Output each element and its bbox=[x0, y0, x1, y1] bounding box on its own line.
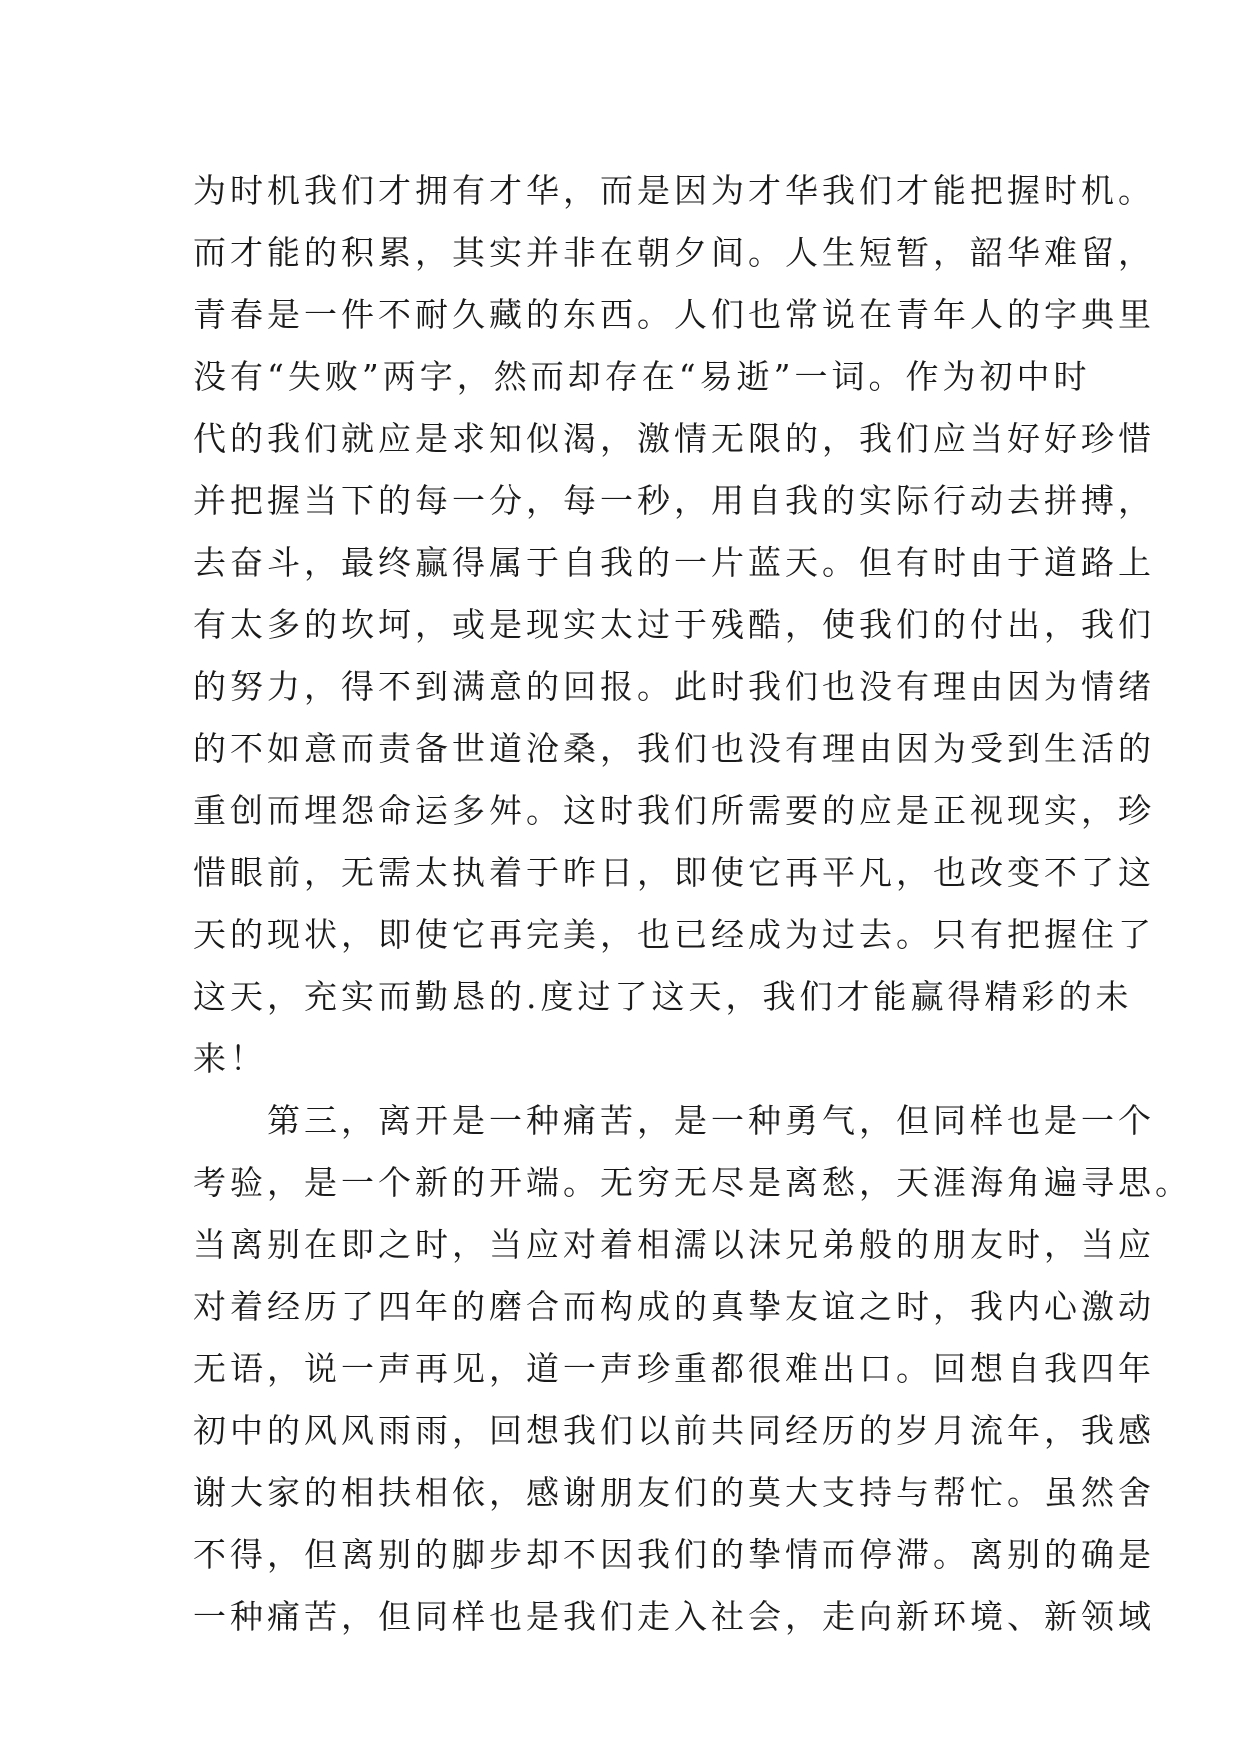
text-line: 第三，离开是一种痛苦，是一种勇气，但同样也是一个 bbox=[193, 1101, 1155, 1140]
text-line: 谢大家的相扶相依，感谢朋友们的莫大支持与帮忙。虽然舍 bbox=[193, 1473, 1155, 1512]
text-line: 重创而埋怨命运多舛。这时我们所需要的应是正视现实，珍 bbox=[193, 791, 1155, 830]
text-line: 的不如意而责备世道沧桑，我们也没有理由因为受到生活的 bbox=[193, 729, 1155, 768]
text-line: 没有“失败”两字，然而却存在“易逝”一词。作为初中时 bbox=[193, 357, 1091, 396]
text-line: 对着经历了四年的磨合而构成的真挚友谊之时，我内心激动 bbox=[193, 1287, 1155, 1326]
text-line: 青春是一件不耐久藏的东西。人们也常说在青年人的字典里 bbox=[193, 295, 1155, 334]
text-line: 有太多的坎坷，或是现实太过于残酷，使我们的付出，我们 bbox=[193, 605, 1155, 644]
text-line: 的努力，得不到满意的回报。此时我们也没有理由因为情绪 bbox=[193, 667, 1155, 706]
text-line: 无语，说一声再见，道一声珍重都很难出口。回想自我四年 bbox=[193, 1349, 1155, 1388]
text-line: 为时机我们才拥有才华，而是因为才华我们才能把握时机。 bbox=[193, 171, 1155, 210]
text-line: 一种痛苦，但同样也是我们走入社会，走向新环境、新领域 bbox=[193, 1597, 1155, 1636]
text-line: 来！ bbox=[193, 1039, 267, 1078]
text-line: 并把握当下的每一分，每一秒，用自我的实际行动去拼搏， bbox=[193, 481, 1155, 520]
text-line: 代的我们就应是求知似渴，激情无限的，我们应当好好珍惜 bbox=[193, 419, 1155, 458]
text-line: 而才能的积累，其实并非在朝夕间。人生短暂，韶华难留， bbox=[193, 233, 1155, 272]
text-line: 当离别在即之时，当应对着相濡以沫兄弟般的朋友时，当应 bbox=[193, 1225, 1155, 1264]
text-line: 这天，充实而勤恳的.度过了这天，我们才能赢得精彩的未 bbox=[193, 977, 1133, 1016]
text-line: 去奋斗，最终赢得属于自我的一片蓝天。但有时由于道路上 bbox=[193, 543, 1155, 582]
body-text bbox=[193, 160, 1192, 1648]
text-line: 不得，但离别的脚步却不因我们的挚情而停滞。离别的确是 bbox=[193, 1535, 1155, 1574]
text-line: 天的现状，即使它再完美，也已经成为过去。只有把握住了 bbox=[193, 915, 1155, 954]
text-line: 惜眼前，无需太执着于昨日，即使它再平凡，也改变不了这 bbox=[193, 853, 1155, 892]
text-line: 初中的风风雨雨，回想我们以前共同经历的岁月流年，我感 bbox=[193, 1411, 1155, 1450]
text-line: 考验，是一个新的开端。无穷无尽是离愁，天涯海角遍寻思。 bbox=[193, 1163, 1192, 1202]
